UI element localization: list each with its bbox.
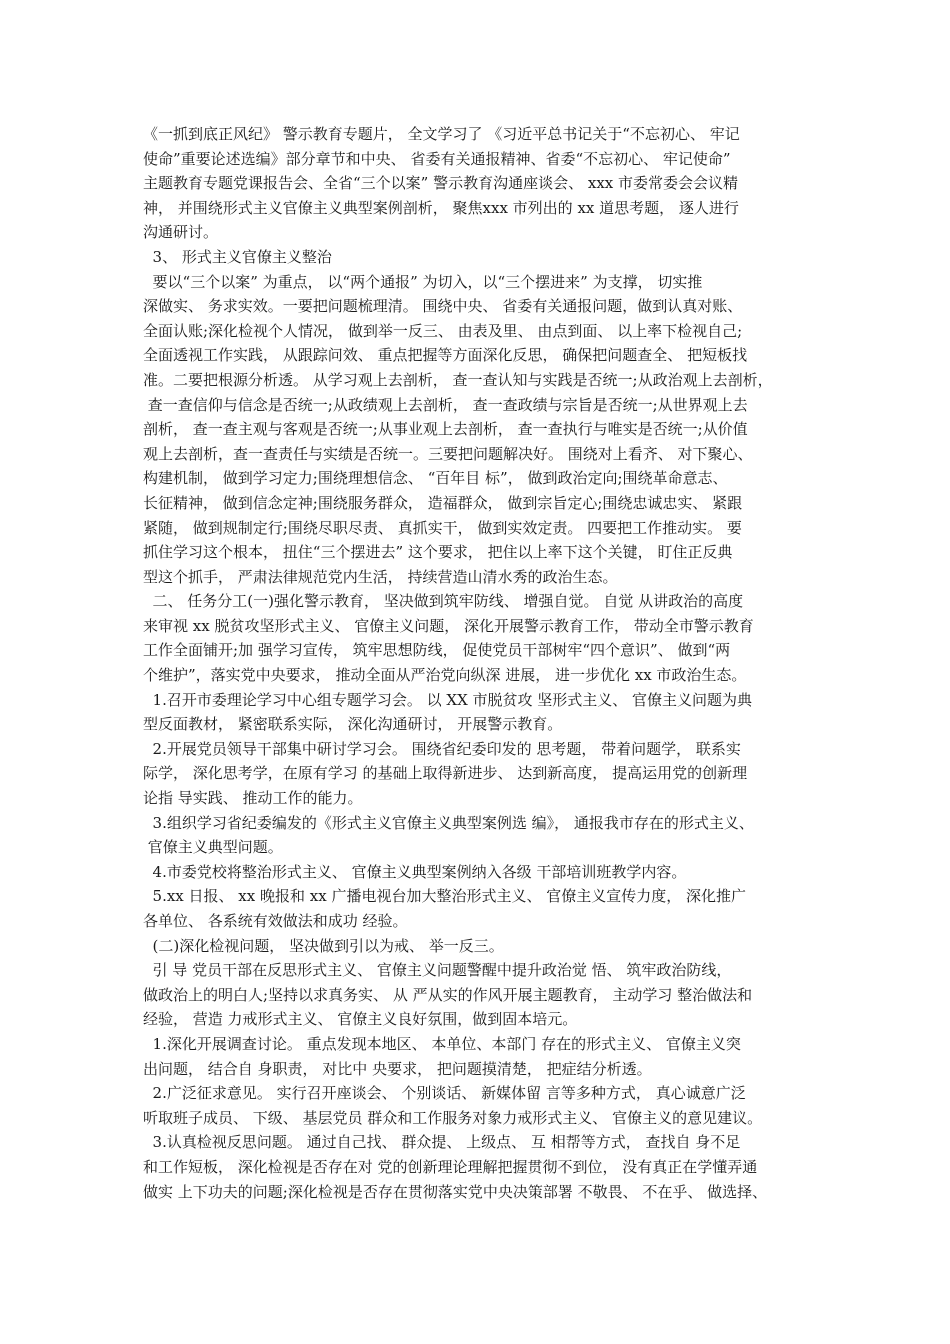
document-body (143, 122, 823, 1204)
text-line: 紧随， 做到规制定行;围绕尽职尽责、 真抓实干， 做到实效定责。 四要把工作推动实。 要 (143, 518, 742, 537)
text-line: 工作全面铺开;加 强学习宣传， 筑牢思想防线， 促使党员干部树牢“四个意识”、 做到“两 (143, 641, 731, 660)
text-line: 查一查信仰与信念是否统一;从政绩观上去剖析， 查一查政绩与宗旨是否统一;从世界观上去 (143, 395, 748, 414)
text-line: 做实 上下功夫的问题;深化检视是否存在贯彻落实党中央决策部署 不敬畏、 不在乎、 做选择、 (143, 1182, 768, 1201)
text-line: 2.广泛征求意见。 实行召开座谈会、 个别谈话、 新媒体留 言等多种方式， 真心诚意广泛 (143, 1084, 746, 1103)
text-line: 际学， 深化思考学，在原有学习 的基础上取得新进步、 达到新高度， 提高运用党的创新理 (143, 764, 748, 783)
text-line: 来审视 xx 脱贫攻坚形式主义、 官僚主义问题， 深化开展警示教育工作， 带动全市警示教育 (143, 616, 754, 635)
text-line: 和工作短板， 深化检视是否存在对 党的创新理论理解把握贯彻不到位， 没有真正在学懂弄通 (143, 1157, 758, 1176)
text-line: 3.认真检视反思问题。 通过自己找、 群众提、 上级点、 互 相帮等方式， 查找自 身不足 (143, 1133, 741, 1152)
text-line: 全面认账;深化检视个人情况， 做到举一反三、 由表及里、 由点到面、 以上率下检视自己; (143, 321, 743, 340)
text-line: 官僚主义典型问题。 (143, 838, 283, 857)
text-line: 3、 形式主义官僚主义整治 (143, 247, 332, 266)
text-line: 型这个抓手， 严肃法律规范党内生活， 持续营造山清水秀的政治生态。 (143, 567, 618, 586)
text-line: 各单位、 各系统有效做法和成功 经验。 (143, 912, 408, 930)
text-line: 引 导 党员干部在反思形式主义、 官僚主义问题警醒中提升政治觉 悟、 筑牢政治防线， (143, 961, 732, 980)
text-line: 1.深化开展调查讨论。 重点发现本地区、 本单位、本部门 存在的形式主义、 官僚主义突 (143, 1034, 741, 1053)
text-line: 4.市委党校将整治形式主义、 官僚主义典型案例纳入各级 干部培训班教学内容。 (143, 862, 687, 881)
text-line: 5.xx 日报、 xx 晚报和 xx 广播电视台加大整治形式主义、 官僚主义宣传力度， 深化推广 (143, 887, 746, 906)
text-line: 沟通研讨。 (143, 223, 219, 242)
text-line: 深做实、 务求实效。一要把问题梳理清。 围绕中央、 省委有关通报问题，做到认真对账、 (143, 297, 743, 316)
text-line: 二、 任务分工(一)强化警示教育， 坚决做到筑牢防线、 增强自觉。 自觉 从讲政治的高度 (143, 592, 744, 611)
text-line: 听取班子成员、 下级、 基层党员 群众和工作服务对象力戒形式主义、 官僚主义的意见建议。 (143, 1108, 763, 1127)
text-line: 使命”重要论述选编》部分章节和中央、 省委有关通报精神、省委“不忘初心、 牢记使命” (143, 149, 731, 168)
text-line: 1.召开市委理论学习中心组专题学习会。 以 XX 市脱贫攻 坚形式主义、 官僚主义问题为典 (143, 690, 753, 709)
text-line: 要以“三个以案” 为重点， 以“两个通报” 为切入，以“三个摆进来” 为支撑， 切实推 (143, 272, 703, 291)
text-line: 经验， 营造 力戒形式主义、 官僚主义良好氛围，做到固本培元。 (143, 1010, 578, 1029)
text-line: 出问题， 结合自 身职责， 对比中 央要求， 把问题摸清楚， 把症结分析透。 (143, 1059, 652, 1078)
text-line: 型反面教材， 紧密联系实际， 深化沟通研讨， 开展警示教育。 (143, 715, 563, 734)
text-line: 个维护”，落实党中央要求， 推动全面从严治党向纵深 进展， 进一步优化 xx 市政治生态。 (143, 666, 747, 685)
text-line: 准。二要把根源分析透。 从学习观上去剖析， 查一查认知与实践是否统一;从政治观上去剖析， (143, 370, 773, 389)
text-line: 构建机制， 做到学习定力;围绕理想信念、 “百年目 标”， 做到政治定向;围绕革命意志、 (143, 469, 728, 488)
text-line: 论指 导实践、 推动工作的能力。 (143, 789, 363, 808)
text-line: 观上去剖析，查一查责任与实绩是否统一。三要把问题解决好。 围绕对上看齐、 对下聚心、 (143, 444, 753, 463)
text-line: 《一抓到底正风纪》 警示教育专题片， 全文学习了 《习近平总书记关于“不忘初心、 牢记 (143, 125, 740, 143)
text-line: 主题教育专题党课报告会、全省“三个以案” 警示教育沟通座谈会、 xxx 市委常委会会议精 (143, 174, 739, 193)
text-line: 长征精神， 做到信念定神;围绕服务群众， 造福群众， 做到宗旨定心;围绕忠诚忠实、 紧跟 (143, 493, 743, 512)
text-line: (二)深化检视问题， 坚决做到引以为戒、 举一反三。 (143, 936, 504, 955)
text-line: 剖析， 查一查主观与客观是否统一;从事业观上去剖析， 查一查执行与唯实是否统一;从价值 (143, 420, 748, 439)
text-line: 做政治上的明白人;坚持以求真务实、 从 严从实的作风开展主题教育， 主动学习 整治做法和 (143, 985, 753, 1004)
text-line: 抓住学习这个根本， 扭住“三个摆进去” 这个要求， 把住以上率下这个关键， 盯住正反典 (143, 543, 733, 562)
text-line: 全面透视工作实践， 从跟踪问效、 重点把握等方面深化反思， 确保把问题查全、 把短板找 (143, 346, 748, 365)
text-line: 3.组织学习省纪委编发的《形式主义官僚主义典型案例选 编》， 通报我市存在的形式主义、 (143, 813, 754, 832)
text-line: 2.开展党员领导干部集中研讨学习会。 围绕省纪委印发的 思考题， 带着问题学， 联系实 (143, 739, 741, 758)
text-line: 神， 并围绕形式主义官僚主义典型案例剖析， 聚焦xxx 市列出的 xx 道思考题， 逐人进行 (143, 198, 739, 217)
